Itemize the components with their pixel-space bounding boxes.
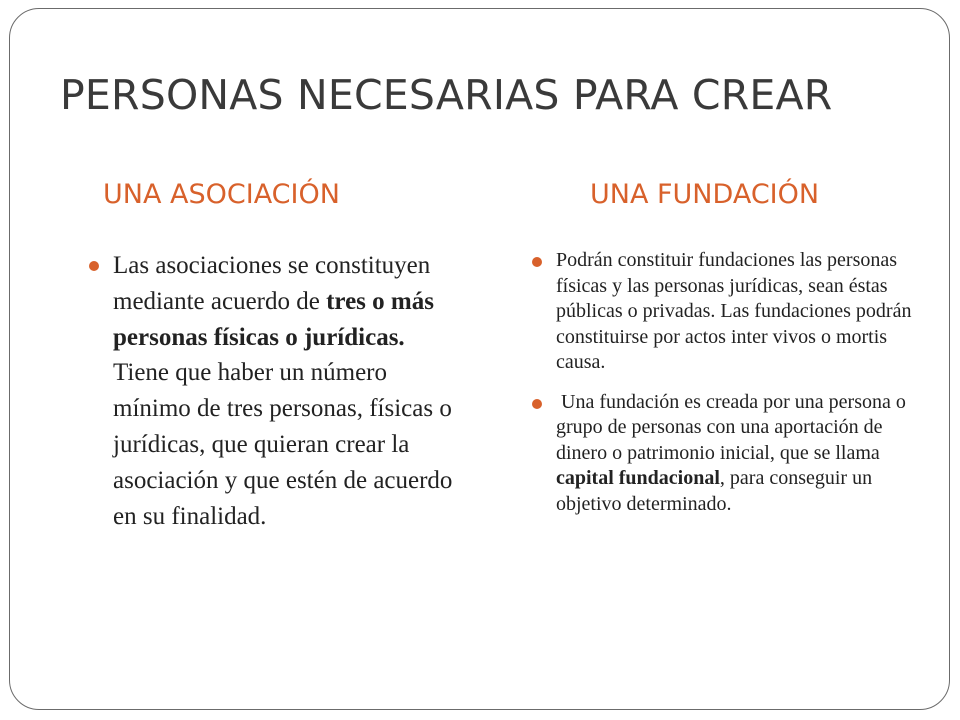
bullet-text (556, 391, 906, 515)
bullet-dot-icon (532, 257, 542, 267)
bullet-text: Podrán constituir fundaciones las personas físicas y las personas jurídicas, sean éstas públicas o privadas. Las fundaciones podrán constituirse por actos inter vivos o mortis causa. (556, 249, 912, 373)
bullet-dot-icon (89, 261, 99, 271)
bullet-text-bold: tres o más personas físicas o jurídicas. (113, 287, 434, 351)
heading-asociacion: UNA ASOCIACIÓN (103, 179, 340, 210)
slide-frame (9, 8, 950, 710)
heading-fundacion: UNA FUNDACIÓN (590, 179, 820, 210)
bullet-text-end: , para conseguir un objetivo determinado. (556, 467, 873, 515)
bullet-text-bold: capital fundacional (556, 467, 720, 489)
bullet-text-end: Tiene que haber un número mínimo de tres personas, físicas o jurídicas, que quieran crear la asociación y que estén de acuerdo en su finalidad. (113, 359, 453, 530)
bullet-text-start: Las asociaciones se constituyen mediante acuerdo de (113, 252, 431, 315)
slide-title: PERSONAS NECESARIAS PARA CREAR (60, 71, 833, 119)
asociacion-bullet-list (89, 248, 465, 534)
bullet-text (113, 252, 452, 530)
fundacion-bullet-list (532, 248, 924, 517)
fundacion-bullet-item (532, 390, 924, 518)
bullet-text-start: Una fundación es creada por una persona o grupo de personas con una aportación de dinero o patrimonio inicial, que se llama (556, 390, 906, 464)
asociacion-bullet-item (89, 248, 465, 534)
fundacion-bullet-item (532, 248, 924, 376)
bullet-dot-icon (532, 399, 542, 409)
